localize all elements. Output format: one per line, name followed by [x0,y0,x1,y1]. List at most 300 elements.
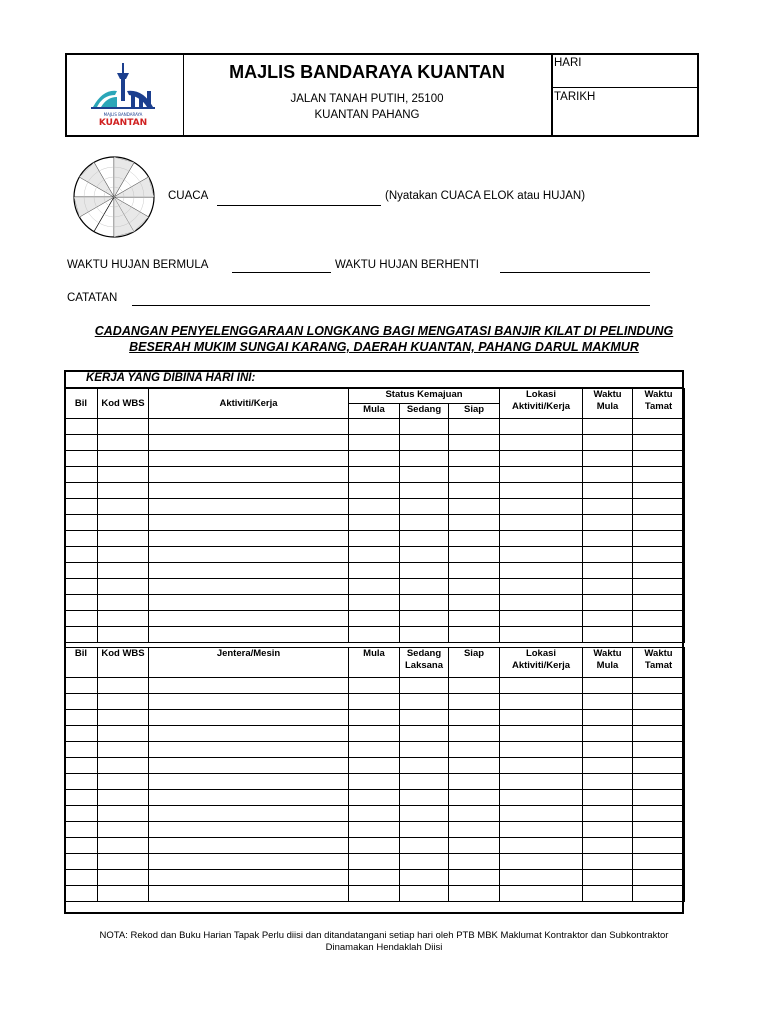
work-table-cell[interactable] [633,435,685,451]
machine-table-cell[interactable] [633,678,685,694]
cuaca-label: CUACA [168,190,209,202]
machine-table-cell[interactable] [98,854,149,870]
machine-table-cell[interactable] [98,806,149,822]
machine-table-cell[interactable] [500,870,583,886]
tarikh-label: TARIKH [554,91,596,103]
machine-table-cell[interactable] [400,806,449,822]
machine-table-cell[interactable] [633,758,685,774]
work-table-cell[interactable] [583,579,633,595]
work-table-cell[interactable] [349,483,400,499]
work-table-cell[interactable] [583,595,633,611]
work-table-cell[interactable] [449,435,500,451]
machine-table-row [65,758,685,774]
rain-end-label: WAKTU HUJAN BERHENTI [335,259,479,271]
work-table-cell[interactable] [98,435,149,451]
machine-table-cell[interactable] [583,886,633,902]
machine-table-cell[interactable] [349,790,400,806]
work-table-cell[interactable] [65,435,98,451]
machine-table-cell[interactable] [65,726,98,742]
machine-table-cell[interactable] [500,886,583,902]
machine-table-cell[interactable] [400,822,449,838]
work-table-cell[interactable] [583,515,633,531]
machine-table-row [65,726,685,742]
work-table-cell[interactable] [349,419,400,435]
machine-table-cell[interactable] [349,886,400,902]
machine-table-cell[interactable] [400,790,449,806]
work-table-cell[interactable] [449,483,500,499]
work-table-row [65,611,685,627]
rain-start-input-line[interactable] [232,272,331,273]
work-table-cell[interactable] [500,547,583,563]
machine-table-cell[interactable] [449,838,500,854]
work-table-cell[interactable] [633,563,685,579]
machine-table-cell[interactable] [583,790,633,806]
work-table-cell[interactable] [500,467,583,483]
work-table-cell[interactable] [65,451,98,467]
work-table-row [65,579,685,595]
machine-table-cell[interactable] [400,774,449,790]
work-table-cell[interactable] [583,547,633,563]
work-table-cell[interactable] [149,467,349,483]
work-table-row [65,435,685,451]
machine-table-cell[interactable] [98,774,149,790]
work-table-cell[interactable] [349,627,400,643]
work-table-cell[interactable] [65,467,98,483]
work-table-cell[interactable] [65,515,98,531]
work-col-sedang: Sedang [400,404,449,419]
machine-col-sedang: Sedang Laksana [400,648,449,678]
machine-table-cell[interactable] [149,790,349,806]
work-table-cell[interactable] [633,419,685,435]
machine-table-cell[interactable] [65,886,98,902]
work-table-cell[interactable] [400,547,449,563]
work-table-cell[interactable] [98,451,149,467]
machine-table-cell[interactable] [349,710,400,726]
machine-table-cell[interactable] [349,742,400,758]
machine-table-cell[interactable] [500,806,583,822]
machine-table-cell[interactable] [500,758,583,774]
work-table-cell[interactable] [98,467,149,483]
machine-table-cell[interactable] [449,694,500,710]
work-table-cell[interactable] [98,515,149,531]
machine-table-cell[interactable] [633,822,685,838]
work-table-cell[interactable] [65,595,98,611]
work-table-cell[interactable] [500,499,583,515]
machine-table-cell[interactable] [98,822,149,838]
work-table-cell[interactable] [500,595,583,611]
machine-table-cell[interactable] [449,742,500,758]
work-table-cell[interactable] [65,611,98,627]
work-table-row [65,419,685,435]
work-table-cell[interactable] [400,611,449,627]
work-table-cell[interactable] [149,595,349,611]
work-table-cell[interactable] [98,547,149,563]
machine-table-cell[interactable] [449,806,500,822]
tarikh-field[interactable] [551,88,697,103]
machine-table-cell[interactable] [583,742,633,758]
work-table-cell[interactable] [500,515,583,531]
work-table-cell[interactable] [149,435,349,451]
machine-table-cell[interactable] [449,822,500,838]
machine-col-mula: Mula [349,648,400,678]
header-box [65,53,699,137]
machine-table-cell[interactable] [500,790,583,806]
work-table-cell[interactable] [449,579,500,595]
machine-table-cell[interactable] [449,710,500,726]
machine-table-cell[interactable] [400,710,449,726]
work-table-cell[interactable] [583,467,633,483]
work-table-cell[interactable] [633,499,685,515]
work-table-cell[interactable] [500,531,583,547]
work-table-cell[interactable] [65,627,98,643]
machine-table-cell[interactable] [65,710,98,726]
machine-table-row [65,742,685,758]
work-table-cell[interactable] [449,467,500,483]
machine-col-machine: Jentera/Mesin [149,648,349,678]
machine-table-cell[interactable] [65,806,98,822]
work-table-cell[interactable] [149,499,349,515]
machine-table-cell[interactable] [98,710,149,726]
work-table-row [65,563,685,579]
machine-table-cell[interactable] [65,742,98,758]
work-table-row [65,515,685,531]
machine-table-cell[interactable] [500,774,583,790]
work-table-cell[interactable] [583,419,633,435]
address-line2: KUANTAN PAHANG [314,109,420,121]
work-table-cell[interactable] [149,627,349,643]
machine-table-cell[interactable] [400,870,449,886]
machine-table-cell[interactable] [400,742,449,758]
work-table-cell[interactable] [349,467,400,483]
machine-col-waktu-tamat: Waktu Tamat [633,648,685,678]
work-table-cell[interactable] [349,547,400,563]
machine-table-cell[interactable] [98,742,149,758]
machine-table-cell[interactable] [633,886,685,902]
work-table-cell[interactable] [98,611,149,627]
work-table-cell[interactable] [449,595,500,611]
work-table-cell[interactable] [98,563,149,579]
machine-table-cell[interactable] [400,838,449,854]
work-table-cell[interactable] [65,531,98,547]
work-table-cell[interactable] [449,451,500,467]
machine-table-cell[interactable] [349,838,400,854]
work-table-cell[interactable] [65,579,98,595]
machine-table-cell[interactable] [349,806,400,822]
machine-table-cell[interactable] [349,774,400,790]
machine-table-cell[interactable] [500,694,583,710]
machine-table-cell[interactable] [449,870,500,886]
footer-note [60,930,708,954]
machine-table-cell[interactable] [583,758,633,774]
machine-table-cell[interactable] [500,726,583,742]
work-table-cell[interactable] [400,483,449,499]
work-table-cell[interactable] [449,499,500,515]
machine-table-cell[interactable] [400,886,449,902]
machine-table-cell[interactable] [98,838,149,854]
machine-table-cell[interactable] [65,822,98,838]
work-table-cell[interactable] [149,451,349,467]
machine-table-cell[interactable] [65,694,98,710]
machine-table-cell[interactable] [449,886,500,902]
machine-table-cell[interactable] [449,678,500,694]
machine-table-cell[interactable] [500,822,583,838]
work-table-cell[interactable] [98,627,149,643]
machine-table-cell[interactable] [633,742,685,758]
machine-table-cell[interactable] [449,854,500,870]
work-table-cell[interactable] [149,483,349,499]
work-table-cell[interactable] [65,547,98,563]
machine-table-cell[interactable] [149,742,349,758]
work-table-cell[interactable] [583,563,633,579]
address-line1: JALAN TANAH PUTIH, 25100 [290,93,444,105]
work-table-cell[interactable] [349,515,400,531]
work-table-cell[interactable] [400,579,449,595]
machine-table-cell[interactable] [633,710,685,726]
work-table [64,388,685,643]
machine-table-cell[interactable] [583,870,633,886]
machine-table-cell[interactable] [149,806,349,822]
machine-table-cell[interactable] [449,758,500,774]
machine-table-cell[interactable] [500,838,583,854]
work-table-cell[interactable] [349,531,400,547]
work-table-cell[interactable] [65,419,98,435]
work-table-cell[interactable] [500,419,583,435]
work-table-cell[interactable] [400,531,449,547]
section-title-row [64,370,684,388]
work-table-cell[interactable] [65,483,98,499]
work-table-cell[interactable] [500,611,583,627]
machine-table-cell[interactable] [349,854,400,870]
machine-table-cell[interactable] [633,726,685,742]
machine-table-cell[interactable] [400,694,449,710]
work-table-cell[interactable] [449,627,500,643]
work-table-cell[interactable] [583,451,633,467]
work-table-cell[interactable] [449,547,500,563]
work-table-cell[interactable] [633,467,685,483]
work-table-cell[interactable] [449,515,500,531]
machine-table-cell[interactable] [633,854,685,870]
machine-table-cell[interactable] [583,726,633,742]
machine-table-cell[interactable] [500,854,583,870]
work-table-cell[interactable] [65,563,98,579]
work-table-cell[interactable] [633,579,685,595]
machine-table-cell[interactable] [98,870,149,886]
work-table-cell[interactable] [500,579,583,595]
machine-table-cell[interactable] [500,678,583,694]
work-table-cell[interactable] [98,579,149,595]
machine-table-cell[interactable] [583,854,633,870]
work-table-cell[interactable] [400,595,449,611]
machine-table-cell[interactable] [633,774,685,790]
machine-table-cell[interactable] [149,838,349,854]
work-table-cell[interactable] [449,611,500,627]
work-table-cell[interactable] [633,515,685,531]
machine-table-cell[interactable] [149,758,349,774]
cuaca-input-line[interactable] [217,205,381,206]
machine-table-cell[interactable] [349,870,400,886]
project-title-line1: CADANGAN PENYELENGGARAAN LONGKANG BAGI MENGATASI BANJIR KILAT DI PELINDUNG [94,324,674,338]
machine-table-cell[interactable] [65,854,98,870]
machine-table-cell[interactable] [633,806,685,822]
work-table-cell[interactable] [500,451,583,467]
work-table-cell[interactable] [349,611,400,627]
machine-table-cell[interactable] [149,710,349,726]
machine-table-cell[interactable] [633,694,685,710]
machine-table-cell[interactable] [449,774,500,790]
machine-table-cell[interactable] [400,678,449,694]
machine-table-cell[interactable] [98,678,149,694]
work-table-cell[interactable] [400,467,449,483]
work-table-row [65,499,685,515]
work-table-cell[interactable] [149,547,349,563]
machine-table-cell[interactable] [583,822,633,838]
work-table-cell[interactable] [400,419,449,435]
rain-end-input-line[interactable] [500,272,650,273]
machine-table-row [65,886,685,902]
machine-table-cell[interactable] [349,726,400,742]
org-info [183,55,553,135]
work-table-cell[interactable] [149,563,349,579]
machine-table-body [65,678,685,902]
machine-col-siap: Siap [449,648,500,678]
work-table-cell[interactable] [500,435,583,451]
machine-table-cell[interactable] [149,870,349,886]
machine-table-row [65,774,685,790]
machine-table-cell[interactable] [98,886,149,902]
work-table-cell[interactable] [400,435,449,451]
machine-table-cell[interactable] [149,822,349,838]
machine-table-cell[interactable] [633,790,685,806]
machine-table-cell[interactable] [349,822,400,838]
footer-note-line2: Dinamakan Hendaklah Diisi [325,942,443,953]
work-table-cell[interactable] [500,627,583,643]
work-table-cell[interactable] [400,627,449,643]
machine-table-cell[interactable] [583,678,633,694]
machine-table-row [65,710,685,726]
catatan-input-line[interactable] [132,305,650,306]
work-table-cell[interactable] [500,483,583,499]
machine-table-cell[interactable] [349,758,400,774]
work-table-cell[interactable] [98,419,149,435]
machine-table-cell[interactable] [583,838,633,854]
machine-table-cell[interactable] [500,742,583,758]
work-table-cell[interactable] [349,499,400,515]
machine-table-cell[interactable] [65,774,98,790]
work-table-cell[interactable] [400,563,449,579]
work-table-cell[interactable] [449,419,500,435]
work-col-status: Status Kemajuan [349,389,500,404]
work-table-cell[interactable] [583,531,633,547]
work-table-cell[interactable] [65,499,98,515]
machine-table-row [65,822,685,838]
work-table-cell[interactable] [583,499,633,515]
work-table-cell[interactable] [98,531,149,547]
machine-table-cell[interactable] [65,870,98,886]
work-table-cell[interactable] [583,627,633,643]
machine-table-cell[interactable] [149,694,349,710]
work-table-cell[interactable] [400,515,449,531]
work-table-cell[interactable] [633,627,685,643]
machine-table-cell[interactable] [349,678,400,694]
work-table-cell[interactable] [349,451,400,467]
work-table-row [65,451,685,467]
work-table-cell[interactable] [633,531,685,547]
machine-table-cell[interactable] [98,726,149,742]
machine-table-cell[interactable] [98,694,149,710]
machine-table-cell[interactable] [149,726,349,742]
work-table-cell[interactable] [98,483,149,499]
machine-table-cell[interactable] [400,854,449,870]
machine-table-cell[interactable] [583,774,633,790]
machine-table-cell[interactable] [633,838,685,854]
machine-table-cell[interactable] [583,694,633,710]
work-table-row [65,483,685,499]
work-table-row [65,595,685,611]
machine-table-cell[interactable] [65,678,98,694]
hari-label: HARI [554,57,582,69]
work-table-cell[interactable] [400,451,449,467]
machine-col-waktu-mula: Waktu Mula [583,648,633,678]
work-table-cell[interactable] [633,483,685,499]
footer-note-line1: NOTA: Rekod dan Buku Harian Tapak Perlu diisi dan ditandatangani setiap hari oleh PTB MBK Maklumat Kontraktor dan Subkontraktor [99,930,669,941]
machine-table-row [65,678,685,694]
machine-table-cell[interactable] [98,758,149,774]
work-table-cell[interactable] [633,451,685,467]
machine-table-cell[interactable] [149,854,349,870]
work-table-cell[interactable] [98,499,149,515]
machine-table-cell[interactable] [583,806,633,822]
work-table-cell[interactable] [400,499,449,515]
machine-table-cell[interactable] [400,726,449,742]
machine-table-cell[interactable] [449,790,500,806]
work-table-cell[interactable] [583,435,633,451]
machine-table-cell[interactable] [400,758,449,774]
work-table-cell[interactable] [149,531,349,547]
machine-table-cell[interactable] [149,678,349,694]
machine-table-cell[interactable] [583,710,633,726]
machine-table-cell[interactable] [149,886,349,902]
hari-field[interactable] [551,55,697,88]
work-table-cell[interactable] [149,579,349,595]
work-table-cell[interactable] [583,611,633,627]
work-table-cell[interactable] [349,435,400,451]
work-table-cell[interactable] [349,563,400,579]
machine-table-cell[interactable] [65,758,98,774]
work-table-cell[interactable] [149,515,349,531]
work-table-cell[interactable] [583,483,633,499]
work-table-cell[interactable] [349,579,400,595]
work-table-cell[interactable] [449,531,500,547]
work-table-cell[interactable] [633,595,685,611]
work-table-cell[interactable] [149,611,349,627]
work-col-waktu-tamat: Waktu Tamat [633,389,685,419]
work-table-cell[interactable] [633,611,685,627]
machine-table-cell[interactable] [449,726,500,742]
work-table-cell[interactable] [349,595,400,611]
machine-table-cell[interactable] [349,694,400,710]
machine-table-cell[interactable] [500,710,583,726]
work-table-cell[interactable] [500,563,583,579]
machine-table-cell[interactable] [65,790,98,806]
machine-table-cell[interactable] [98,790,149,806]
machine-table-cell[interactable] [149,774,349,790]
machine-table-cell[interactable] [633,870,685,886]
work-table-cell[interactable] [633,547,685,563]
work-table-cell[interactable] [98,595,149,611]
machine-table-cell[interactable] [65,838,98,854]
work-table-cell[interactable] [449,563,500,579]
work-table-cell[interactable] [149,419,349,435]
